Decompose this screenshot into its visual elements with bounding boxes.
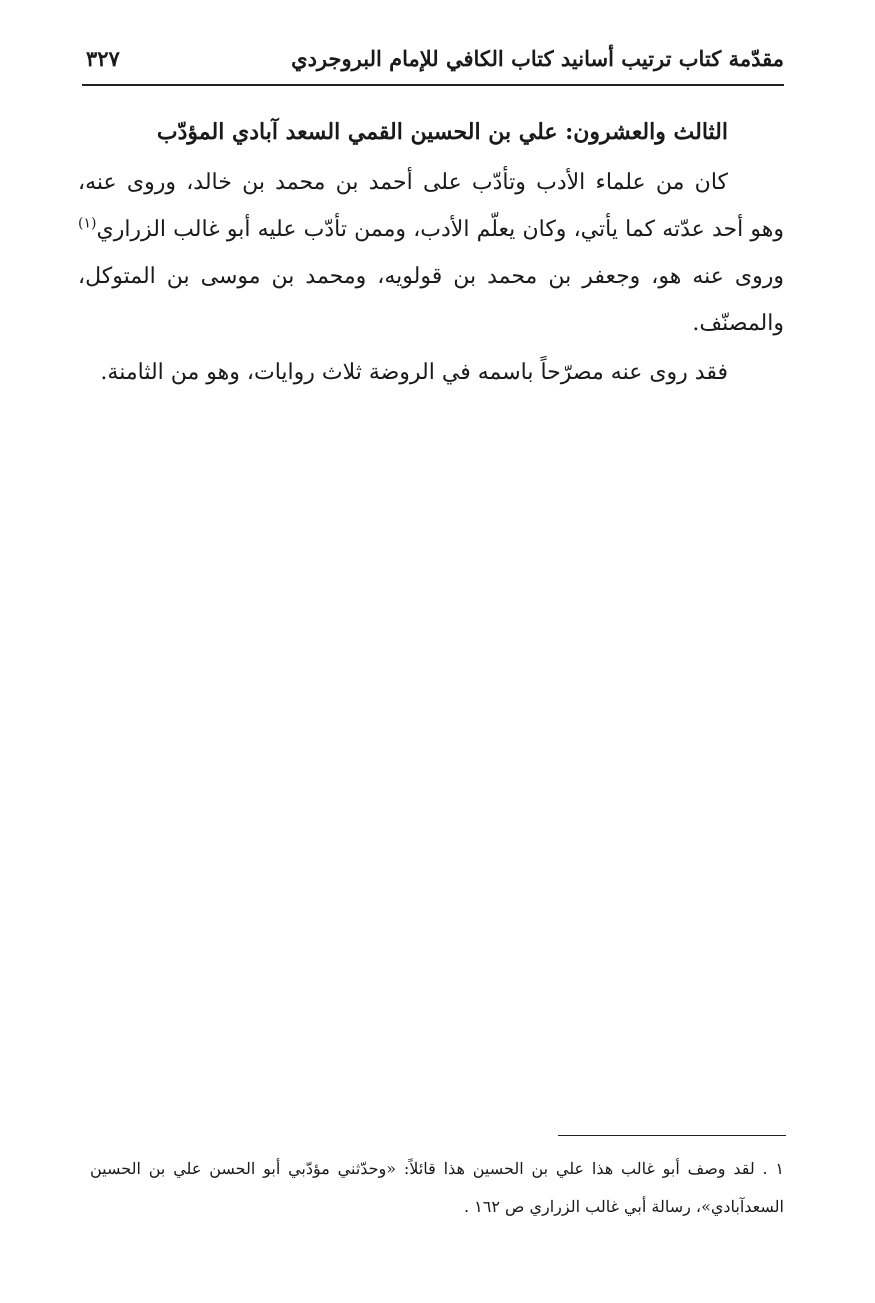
paragraph-1-text: كان من علماء الأدب وتأدّب على أحمد بن محمد بن خالد، وروى عنه، وهو أحد عدّته كما يأتي، وكان يعلّم الأدب، وممن تأدّب عليه أبو غالب الزراري <box>78 170 784 242</box>
running-header-title: مقدّمة كتاب ترتيب أسانيد كتاب الكافي للإمام البروجردي <box>291 46 784 71</box>
footnotes <box>90 1150 784 1226</box>
footnote-1: ١ . لقد وصف أبو غالب هذا علي بن الحسين هذا قائلاً: «وحدّثني مؤدّبي أبو الحسن علي بن الحسين السعدآبادي»، رسالة أبي غالب الزراري ص ١٦٢ . <box>90 1159 785 1216</box>
section-heading: الثالث والعشرون: علي بن الحسين القمي السعد آبادي المؤدّب <box>156 119 728 145</box>
paragraph-1 <box>78 159 784 347</box>
paragraph-1-continuation: وروى عنه هو، وجعفر بن محمد بن قولويه، ومحمد بن موسى بن المتوكل، والمصنّف. <box>78 264 784 336</box>
paragraph-2: فقد روى عنه مصرّحاً باسمه في الروضة ثلاث روايات، وهو من الثامنة. <box>100 360 728 385</box>
page-number: ٣٢٧ <box>86 46 120 71</box>
main-text <box>78 112 784 396</box>
footnote-reference[interactable]: (١) <box>78 215 97 232</box>
running-header <box>82 40 784 76</box>
header-divider <box>82 84 784 86</box>
footnote-divider <box>558 1135 786 1136</box>
